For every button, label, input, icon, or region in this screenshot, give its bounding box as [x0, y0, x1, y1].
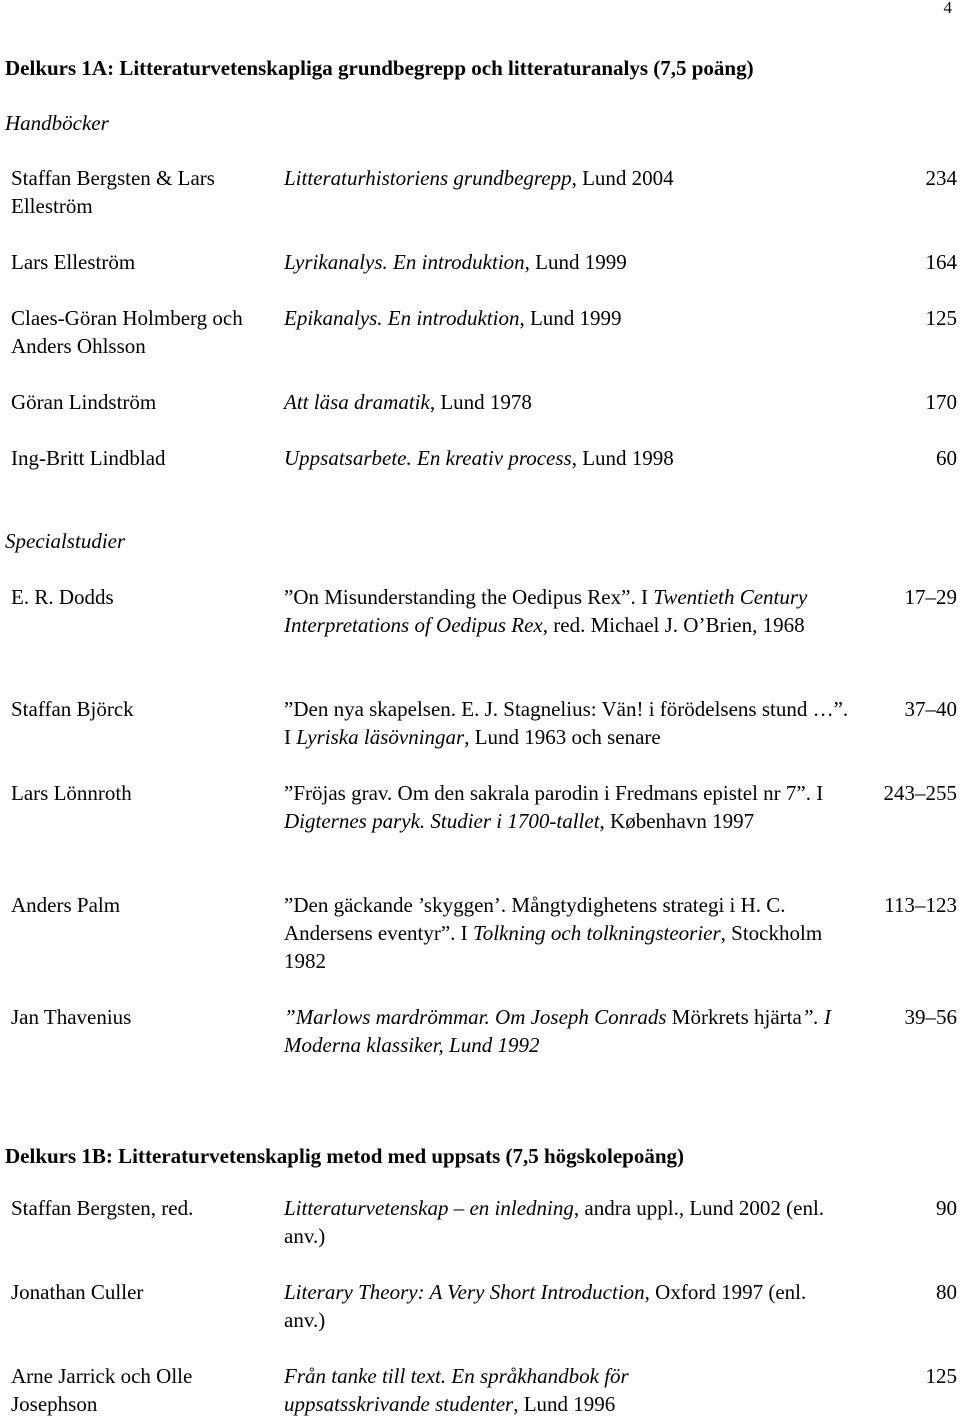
title-italic: Lyrikanalys. En introduktion	[284, 250, 525, 274]
page-count: 90	[936, 1196, 957, 1220]
title-italic: Lyriska läsövningar	[296, 725, 465, 749]
page-range: 243–255	[883, 781, 957, 805]
author: Ing-Britt Lindblad	[11, 446, 166, 470]
title-rest: , Lund 1999	[519, 306, 622, 330]
author: Staffan Bergsten, red.	[11, 1196, 194, 1220]
title-italic: Litteraturvetenskap – en inledning	[284, 1196, 574, 1220]
author: Staffan Björck	[11, 697, 134, 721]
special-studies-label: Specialstudier	[5, 529, 126, 553]
title-rest: , andra uppl., Lund 2002 (enl. anv.)	[284, 1196, 825, 1248]
title: ”Den nya skapelsen. E. J. Stagnelius: Vän! i förödelsens stund …”. I Lyriska läsövningar, Lund 1963 och senare	[284, 697, 849, 749]
title-italic: Twentieth Century Interpretations of Oedipus Rex	[284, 585, 808, 637]
title	[284, 164, 849, 192]
section-1a-heading: Delkurs 1A: Litteraturvetenskapliga grundbegrepp och litteraturanalys (7,5 poäng)	[5, 56, 754, 80]
title	[284, 304, 849, 332]
title	[284, 444, 849, 472]
title-part: Fröjas grav. Om den sakrala parodin i Fredmans epistel nr 7”. I	[293, 781, 824, 805]
title-rest: , København 1997	[599, 809, 755, 833]
title	[284, 1362, 704, 1418]
title-italic: Tolkning och tolkningsteorier	[472, 921, 721, 945]
author: Jan Thavenius	[11, 1005, 132, 1029]
author: E. R. Dodds	[11, 585, 114, 609]
title-rest: Moderna klassiker, Lund 1992	[284, 1033, 540, 1057]
author: Staffan Bergsten & Lars Elleström	[11, 166, 215, 218]
author: Arne Jarrick och Olle Josephson	[11, 1364, 193, 1416]
page-range: 37–40	[904, 697, 957, 721]
page-count: 170	[925, 390, 957, 414]
title-italic: Literary Theory: A Very Short Introduction	[284, 1280, 645, 1304]
title-part: Den gäckande ’skyggen’. Mångtydighetens strategi i H. C. Andersens eventyr”. I	[284, 893, 786, 945]
title-rest: , Lund 1998	[571, 446, 674, 470]
title: ”Marlows mardrömmar. Om Joseph Conrads Mörkrets hjärta”. I Moderna klassiker, Lund 1992	[284, 1005, 832, 1057]
page-count: 80	[936, 1280, 957, 1304]
author: Claes-Göran Holmberg och Anders Ohlsson	[11, 306, 243, 358]
page-range: 17–29	[904, 585, 957, 609]
title-italic: Digternes paryk. Studier i 1700-tallet	[284, 809, 600, 833]
page-count: 125	[925, 306, 957, 330]
title-part: Den nya skapelsen. E. J. Stagnelius: Vän! i förödelsens stund …”. I	[284, 697, 849, 749]
title-rest: , Oxford 1997 (enl. anv.)	[284, 1280, 807, 1332]
page-count: 125	[925, 1364, 957, 1388]
title: ”On Misunderstanding the Oedipus Rex”. I Twentieth Century Interpretations of Oedipus Rex, red. Michael J. O’Brien, 1968	[284, 585, 808, 637]
author: Jonathan Culler	[11, 1280, 144, 1304]
title	[284, 248, 849, 276]
author: Anders Palm	[11, 893, 121, 917]
title: ”Fröjas grav. Om den sakrala parodin i Fredmans epistel nr 7”. I Digternes paryk. Studier i 1700-tallet, København 1997	[284, 781, 824, 833]
author: Lars Elleström	[11, 250, 136, 274]
page-range: 113–123	[884, 893, 957, 917]
page-count: 60	[936, 446, 957, 470]
handbooks-label: Handböcker	[5, 111, 109, 135]
title-part: Mörkrets hjärta	[671, 1005, 802, 1029]
title-italic: ”. I	[801, 1005, 832, 1029]
page-count: 164	[925, 250, 957, 274]
title-rest: , Stockholm 1982	[284, 921, 823, 973]
page-count: 234	[925, 166, 957, 190]
title	[284, 1194, 849, 1250]
title-rest: , red. Michael J. O’Brien, 1968	[542, 613, 805, 637]
title-part: On Misunderstanding the Oedipus Rex”. I	[293, 585, 654, 609]
title-rest: , Lund 1978	[429, 390, 532, 414]
page-number: 4	[943, 0, 952, 17]
page-range: 39–56	[904, 1005, 957, 1029]
author: Göran Lindström	[11, 390, 157, 414]
title-italic: Att läsa dramatik	[284, 390, 430, 414]
title-italic: Epikanalys. En introduktion	[284, 306, 520, 330]
title-rest: , Lund 1996	[513, 1392, 616, 1416]
section-1b-heading: Delkurs 1B: Litteraturvetenskaplig metod med uppsats (7,5 högskolepoäng)	[5, 1144, 685, 1168]
title-italic: Litteraturhistoriens grundbegrepp	[284, 166, 572, 190]
title-italic: Uppsatsarbete. En kreativ process	[284, 446, 572, 470]
title-rest: , Lund 2004	[571, 166, 674, 190]
title-rest: , Lund 1963 och senare	[464, 725, 661, 749]
author: Lars Lönnroth	[11, 781, 132, 805]
title	[284, 388, 849, 416]
title: ”Den gäckande ’skyggen’. Mångtydighetens strategi i H. C. Andersens eventyr”. I Tolkning och tolkningsteorier, Stockholm 1982	[284, 893, 823, 973]
title-rest: , Lund 1999	[524, 250, 627, 274]
title-italic: Marlows mardrömmar. Om Joseph Conrads	[295, 1005, 672, 1029]
title-italic: Från tanke till text. En språkhandbok för uppsatsskrivande studenter	[284, 1364, 629, 1416]
title	[284, 1278, 849, 1334]
